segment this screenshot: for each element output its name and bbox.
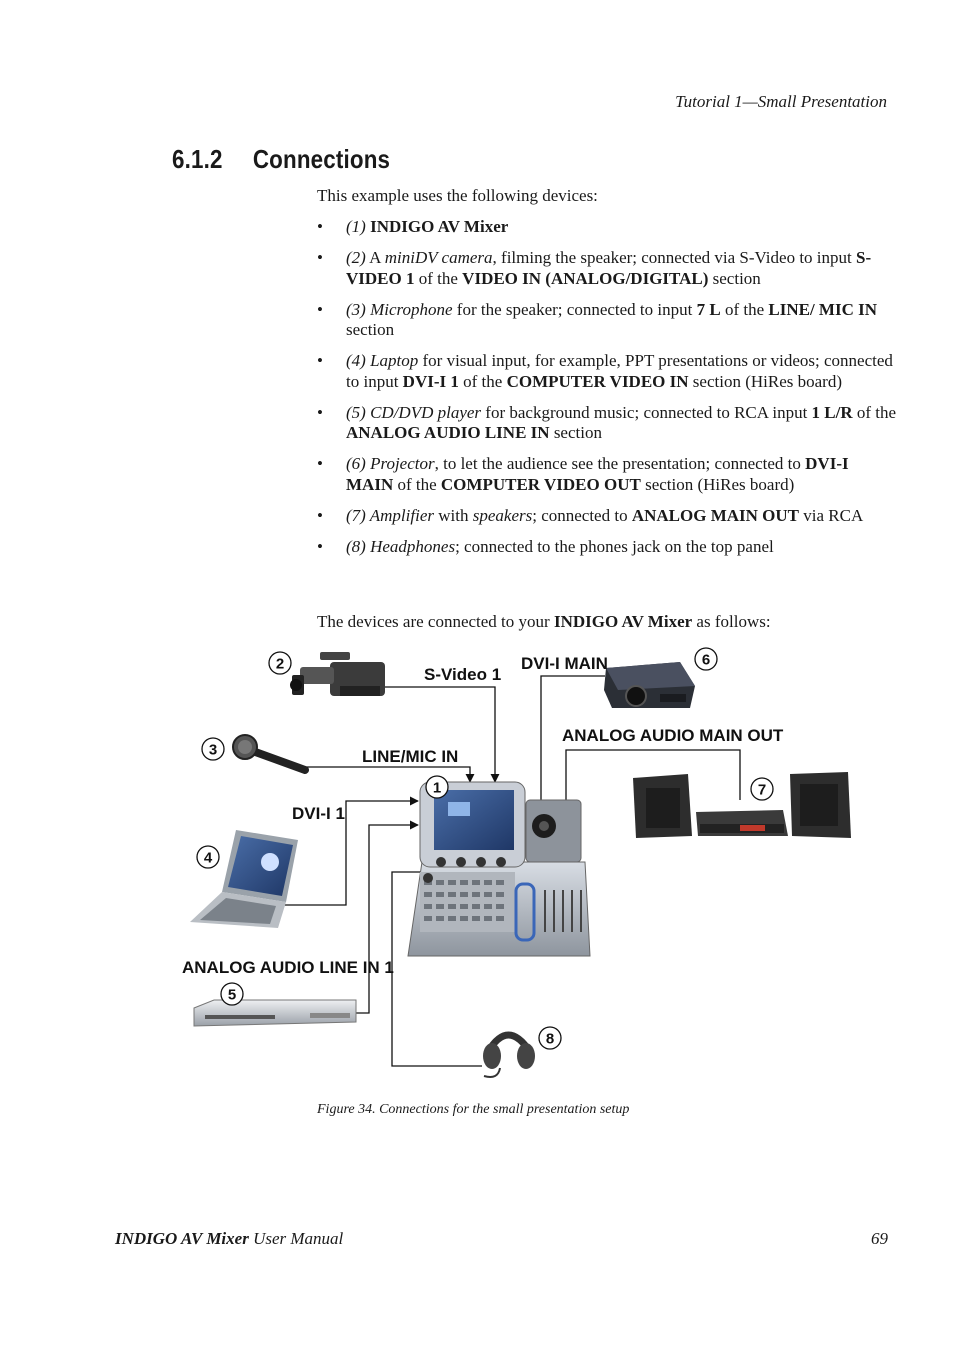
item-number: (4) (346, 351, 366, 370)
device-name: Amplifier (365, 505, 434, 525)
item-number: (8) (346, 536, 366, 556)
device-name: Laptop (365, 351, 419, 370)
label-line-mic: LINE/MIC IN (362, 747, 459, 766)
label-analog-main-out: ANALOG AUDIO MAIN OUT (562, 726, 784, 745)
footer-product: INDIGO AV Mixer (115, 1229, 249, 1248)
item-number: (2) (346, 248, 366, 267)
bullet-icon: • (317, 217, 323, 236)
text: for visual input, for example, PPT presentations or videos; connected to input (346, 351, 893, 391)
section-name: LINE/ MIC IN (768, 299, 878, 319)
text: with (434, 505, 473, 525)
text: ; connected to (532, 505, 632, 525)
connector-name: S-VIDEO 1 (346, 248, 872, 288)
text: section (346, 320, 395, 339)
text: The devices are connected to your (317, 612, 554, 631)
bullet-icon: • (317, 536, 323, 556)
device-name: Microphone (365, 299, 453, 319)
device-name: Headphones (365, 536, 456, 556)
list-item (317, 351, 897, 392)
dvd-player-icon (194, 1000, 356, 1026)
device-name: miniDV camera (384, 248, 493, 267)
section-title-text: Connections (252, 144, 391, 174)
text: via RCA (799, 505, 864, 525)
list-item (317, 248, 897, 289)
badge-4 (197, 846, 219, 868)
follows-paragraph (317, 612, 897, 633)
connector-name: ANALOG MAIN OUT (631, 505, 799, 525)
laptop-icon (190, 830, 298, 928)
section-number: 6.1.2 (172, 144, 223, 174)
projector-icon (604, 662, 695, 708)
svg-text:4: 4 (203, 849, 213, 867)
text: , filming the speaker; connected via S-Video to input (492, 248, 856, 267)
item-number: (5) (346, 402, 366, 422)
text: section (708, 268, 761, 288)
section-name: VIDEO IN (ANALOG/DIGITAL) (462, 268, 709, 288)
label-dvi1: DVI-I 1 (292, 804, 345, 823)
connector-name: 1 L/R (811, 402, 853, 422)
badge-2 (269, 652, 291, 674)
list-item (317, 300, 897, 341)
text: section (HiRes board) (640, 474, 795, 494)
text: ; connected to the phones jack on the top panel (455, 536, 774, 556)
list-item (317, 454, 897, 495)
connection-diagram (0, 640, 954, 1100)
badge-3 (202, 738, 224, 760)
connector-name: DVI-I MAIN (346, 454, 849, 494)
device-name: INDIGO AV Mixer (370, 217, 509, 236)
microphone-icon (233, 735, 305, 770)
dvd-cable (356, 825, 418, 1013)
svg-text:7: 7 (757, 781, 767, 799)
svg-text:8: 8 (545, 1030, 555, 1048)
connector-name: DVI-I 1 (402, 371, 459, 391)
list-item (317, 506, 897, 527)
item-number: (3) (346, 299, 366, 319)
footer-manual: User Manual (248, 1229, 344, 1248)
badge-7 (751, 778, 773, 800)
item-number: (6) (346, 454, 366, 473)
bullet-icon: • (317, 402, 323, 422)
figure-caption: Figure 34. Connections for the small presentation setup (317, 1102, 630, 1117)
mixer-icon (408, 779, 590, 956)
text: of the (852, 402, 897, 422)
item-number: (1) (346, 217, 366, 236)
page-number: 69 (871, 1229, 888, 1248)
device-list (317, 217, 897, 568)
svg-text:5: 5 (227, 986, 237, 1004)
section-name: COMPUTER VIDEO OUT (440, 474, 641, 494)
bullet-icon: • (317, 505, 323, 525)
list-item (317, 217, 897, 238)
text: , to let the audience see the presentation; connected to (434, 454, 806, 473)
bullet-icon: • (317, 248, 323, 267)
label-svideo: S-Video 1 (424, 665, 502, 684)
amplifier-speakers-icon (633, 772, 851, 838)
svg-text:1: 1 (432, 779, 442, 797)
intro-paragraph: This example uses the following devices: (317, 186, 598, 205)
text: A (365, 248, 385, 267)
device-name: CD/DVD player (365, 402, 482, 422)
svideo-cable (385, 687, 495, 782)
label-analog-line-in: ANALOG AUDIO LINE IN 1 (182, 958, 394, 977)
badge-6 (695, 648, 717, 670)
badge-1 (426, 776, 448, 798)
badge-8 (539, 1027, 561, 1049)
text: of the (720, 299, 769, 319)
text: of the (414, 268, 463, 288)
bullet-icon: • (317, 454, 323, 473)
text: of the (393, 474, 441, 494)
text: of the (458, 371, 507, 391)
footer-title (115, 1229, 343, 1249)
section-name: ANALOG AUDIO LINE IN (346, 423, 550, 442)
product-name: INDIGO AV Mixer (553, 612, 693, 631)
section-name: COMPUTER VIDEO IN (506, 371, 689, 391)
camera-icon (290, 652, 385, 696)
badge-5 (221, 983, 243, 1005)
label-dvi-main: DVI-I MAIN (521, 654, 608, 673)
device-name: Projector (365, 454, 435, 473)
text: section (HiRes board) (688, 371, 842, 391)
text: for the speaker; connected to input (452, 299, 697, 319)
text: as follows: (692, 612, 771, 631)
text: section (549, 423, 602, 442)
list-item (317, 403, 897, 444)
list-item (317, 537, 897, 558)
headphones-icon (483, 1035, 535, 1077)
svg-text:6: 6 (701, 651, 711, 669)
item-number: (7) (346, 505, 366, 525)
svg-text:2: 2 (275, 655, 285, 673)
connector-name: 7 L (696, 299, 721, 319)
bullet-icon: • (317, 299, 323, 319)
bullet-icon: • (317, 351, 323, 370)
text: for background music; connected to RCA input (481, 402, 812, 422)
section-title (172, 144, 390, 175)
device-name: speakers (472, 505, 533, 525)
running-head: Tutorial 1—Small Presentation (675, 92, 887, 111)
svg-text:3: 3 (208, 741, 218, 759)
